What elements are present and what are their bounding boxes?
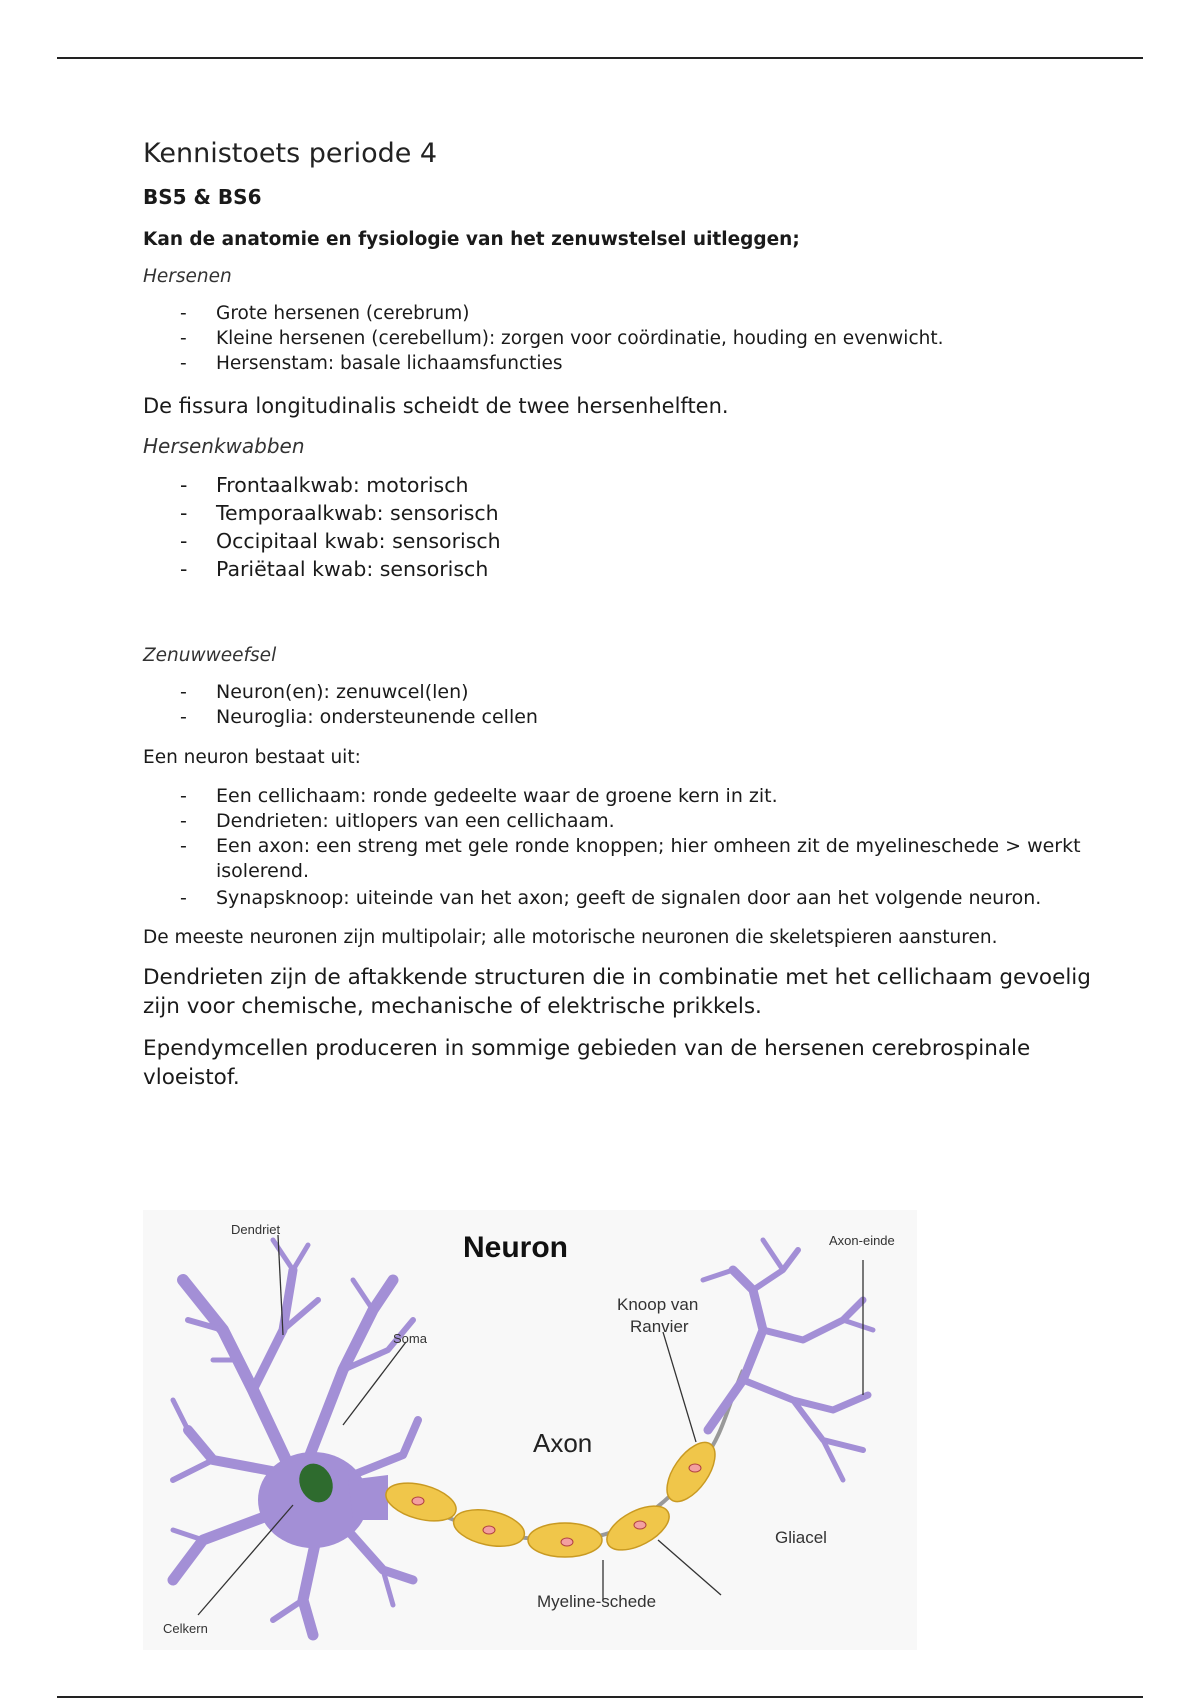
myelin-nucleus [689,1464,701,1472]
list-item: - Dendrieten: uitlopers van een cellichaam. [143,809,1103,834]
label-dendriet: Dendriet [231,1222,281,1237]
list-hersenkwabben [143,471,1103,583]
list-zenuwweefsel [143,680,1103,730]
list-item: - Neuroglia: ondersteunende cellen [143,705,1103,730]
heading-learning-goal: Kan de anatomie en fysiologie van het zenuwstelsel uitleggen; [143,229,800,250]
subheading-hersenen: Hersenen [143,266,232,287]
myelin-nucleus [634,1521,646,1529]
label-ranvier: Ranvier [630,1317,689,1336]
list-neuron-parts [143,784,1103,912]
list-item: - Neuron(en): zenuwcel(len) [143,680,1103,705]
header-rule [57,57,1143,59]
list-item: - Kleine hersenen (cerebellum): zorgen voor coördinatie, houding en evenwicht. [143,326,1103,351]
paragraph-dendrieten: Dendrieten zijn de aftakkende structuren die in combinatie met het cellichaam gevoelig zijn voor chemische, mechanische of elektrische prikkels. [143,965,1091,1019]
paragraph-ependym: Ependymcellen produceren in sommige gebieden van de hersenen cerebrospinale vloeistof. [143,1036,1031,1090]
diagram-background [143,1210,917,1650]
footer-rule [57,1696,1143,1698]
list-item: - Pariëtaal kwab: sensorisch [143,555,1103,583]
label-axon-einde: Axon-einde [829,1233,895,1248]
label-celkern: Celkern [163,1621,208,1636]
paragraph-neuron-intro: Een neuron bestaat uit: [143,747,361,768]
list-item: - Frontaalkwab: motorisch [143,471,1103,499]
heading-bs: BS5 & BS6 [143,185,262,209]
label-knoop-van: Knoop van [617,1295,699,1314]
label-gliacel: Gliacel [775,1528,827,1547]
myelin-nucleus [412,1497,424,1505]
list-item: - Een cellichaam: ronde gedeelte waar de groene kern in zit. [143,784,1103,809]
list-item: - Hersenstam: basale lichaamsfuncties [143,351,1103,376]
subheading-hersenkwabben: Hersenkwabben [143,434,305,458]
list-item: - Occipitaal kwab: sensorisch [143,527,1103,555]
label-soma: Soma [393,1331,427,1346]
list-item: - Synapsknoop: uiteinde van het axon; geeft de signalen door aan het volgende neuron. [143,884,1103,912]
paragraph-multipolair: De meeste neuronen zijn multipolair; alle motorische neuronen die skeletspieren aansturen. [143,927,998,948]
list-hersenen [143,301,1103,376]
myelin-nucleus [483,1526,495,1534]
diagram-title: Neuron [463,1231,568,1264]
list-item: - Temporaalkwab: sensorisch [143,499,1103,527]
document-body [143,138,1103,1106]
myelin-nucleus [561,1538,573,1546]
axon-hillock [348,1475,388,1520]
paragraph-fissura: De fissura longitudinalis scheidt de twee hersenhelften. [143,394,729,418]
label-axon: Axon [533,1428,593,1458]
list-item: - Een axon: een streng met gele ronde knoppen; hier omheen zit de myelineschede > werkt isolerend. [143,834,1103,884]
subheading-zenuwweefsel: Zenuwweefsel [143,645,277,666]
label-myeline-schede: Myeline-schede [537,1592,657,1611]
page-title: Kennistoets periode 4 [143,138,438,169]
list-item: - Grote hersenen (cerebrum) [143,301,1103,326]
neuron-diagram [143,1210,917,1650]
